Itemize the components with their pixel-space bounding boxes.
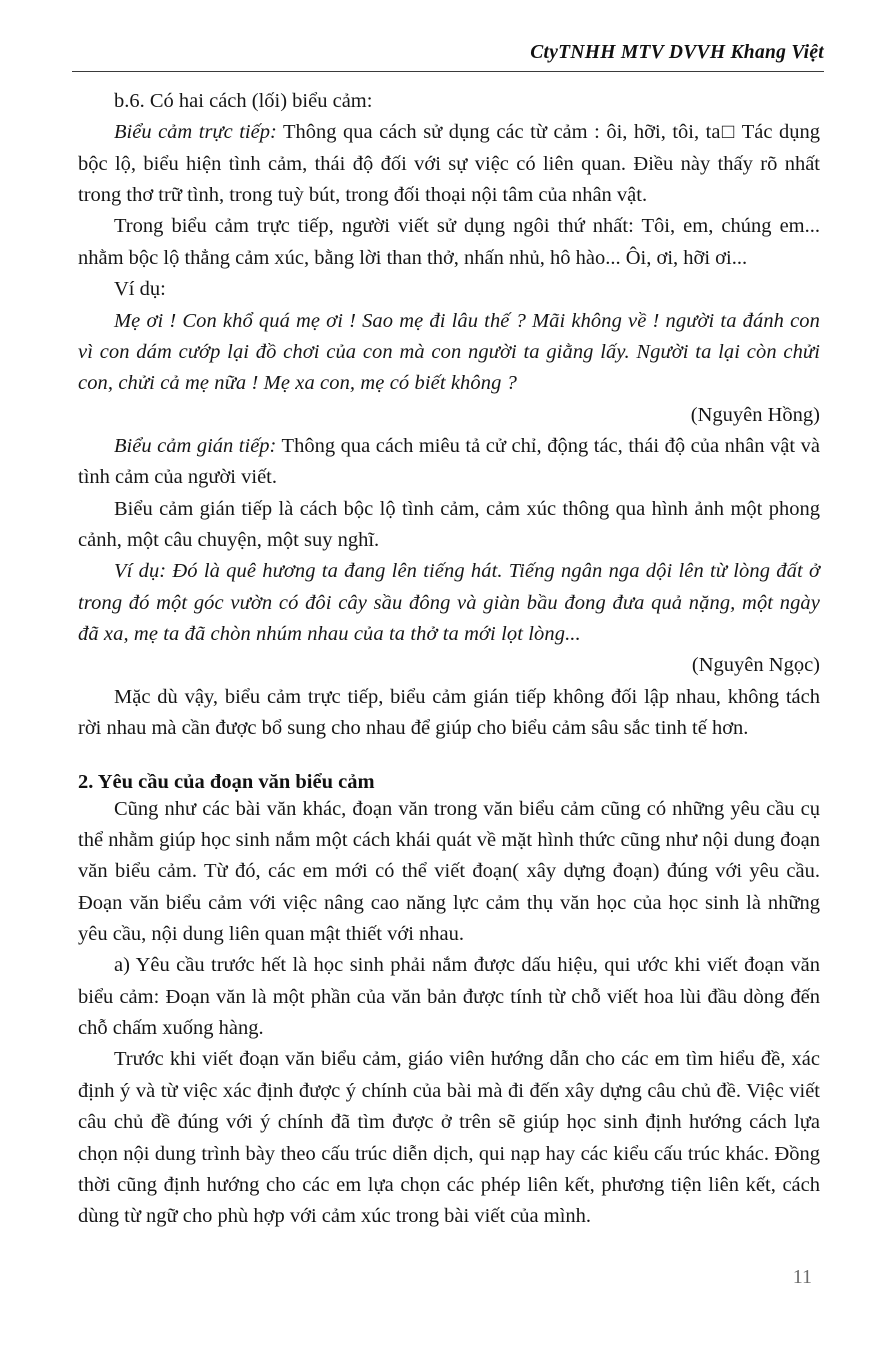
paragraph-conclusion: Mặc dù vậy, biểu cảm trực tiếp, biểu cảm gián tiếp không đối lập nhau, không tách rời nhau mà cần được bổ sung cho nhau để giúp cho biểu cảm sâu sắc tinh tế hơn.	[78, 685, 820, 740]
paragraph-direct-expression-text: Thông qua cách sử dụng các từ cảm : ôi, hỡi, tôi, ta□ Tác dụng bộc lộ, biểu hiện tình cảm, thái độ đối với sự việc có liên quan. Điều này thấy rõ nhất trong thơ trữ tình, trong tuỳ bút, trong đối thoại nội tâm của nhân vật.	[78, 121, 820, 207]
paragraph-direct-expression	[78, 117, 820, 211]
publisher-name: CtyTNHH MTV DVVH Khang Việt	[530, 42, 824, 63]
paragraph-requirement-a: a) Yêu cầu trước hết là học sinh phải nắm được dấu hiệu, qui ước khi viết đoạn văn biểu cảm: Đoạn văn là một phần của văn bản được tính từ chỗ viết hoa lùi đầu dòng đến chỗ chấm xuống hàng.	[78, 954, 820, 1040]
document-body	[78, 86, 820, 1233]
page-header	[72, 42, 824, 74]
paragraph-requirements-intro: Cũng như các bài văn khác, đoạn văn trong văn biểu cảm cũng có những yêu cầu cụ thể nhằm giúp học sinh nắm một cách khái quát về mặt hình thức cũng như nội dung đoạn văn biểu cảm. Từ đó, các em mới có thể viết đoạn( xây dựng đoạn) đúng với yêu cầu. Đoạn văn biểu cảm với việc nâng cao năng lực cảm thụ văn học của học sinh là những yêu cầu, nội dung liên quan mật thiết với nhau.	[78, 797, 820, 945]
paragraph-indirect-expression-text: Thông qua cách miêu tả cử chỉ, động tác, thái độ của nhân vật và tình cảm của người viết.	[78, 434, 820, 489]
header-divider	[72, 71, 824, 72]
section-spacer	[78, 745, 820, 771]
section-heading-2: 2. Yêu cầu của đoạn văn biểu cảm	[78, 770, 375, 793]
quote-nguyen-ngoc: Ví dụ: Đó là quê hương ta đang lên tiếng hát. Tiếng ngân nga dội lên từ lòng đất ở trong đó một góc vườn có đôi cây sầu đông và giàn bầu đong đưa quả nặng, một ngày đã xa, mẹ ta đã chòn nhúm nhau của ta thở ta mới lọt lòng...	[78, 560, 820, 646]
paragraph-first-person: Trong biểu cảm trực tiếp, người viết sử dụng ngôi thứ nhất: Tôi, em, chúng em... nhằm bộc lộ thẳng cảm xúc, bằng lời than thở, nhấn nhủ, hô hào... Ôi, ơi, hỡi ơi...	[78, 215, 820, 269]
paragraph-teacher-guidance: Trước khi viết đoạn văn biểu cảm, giáo viên hướng dẫn cho các em tìm hiểu đề, xác định ý và từ việc xác định được ý chính của bài mà đi đến xây dựng câu chủ đề. Việc viết câu chủ đề đúng với ý chính đã tìm được ở trên sẽ giúp học sinh định hướng cách lựa chọn nội dung trình bày theo cấu trúc diễn dịch, qui nạp hay các kiểu cấu trúc khác. Đồng thời cũng định hướng cho các em lựa chọn các phép liên kết, phương tiện liên kết, cách dùng từ ngữ cho phù hợp với cảm xúc trong bài viết của mình.	[78, 1048, 820, 1228]
attribution-nguyen-ngoc: (Nguyên Ngọc)	[691, 654, 820, 677]
paragraph-example-label-1: Ví dụ:	[114, 278, 166, 301]
page-number: 11	[792, 1266, 812, 1288]
paragraph-b6: b.6. Có hai cách (lối) biểu cảm:	[114, 90, 373, 112]
term-direct-expression: Biểu cảm trực tiếp:	[114, 121, 277, 144]
paragraph-indirect-definition: Biểu cảm gián tiếp là cách bộc lộ tình cảm, cảm xúc thông qua hình ảnh một phong cảnh, một câu chuyện, một suy nghĩ.	[78, 497, 820, 552]
attribution-nguyen-hong: (Nguyên Hồng)	[690, 403, 820, 426]
quote-nguyen-hong: Mẹ ơi ! Con khổ quá mẹ ơi ! Sao mẹ đi lâu thế ? Mãi không về ! người ta đánh con vì con dám cướp lại đồ chơi của con mà con người ta giằng lấy. Người ta lại còn chửi con, chửi cả mẹ nữa ! Mẹ xa con, mẹ có biết không ?	[78, 309, 820, 395]
paragraph-indirect-expression	[78, 431, 820, 494]
term-indirect-expression: Biểu cảm gián tiếp:	[114, 434, 277, 457]
